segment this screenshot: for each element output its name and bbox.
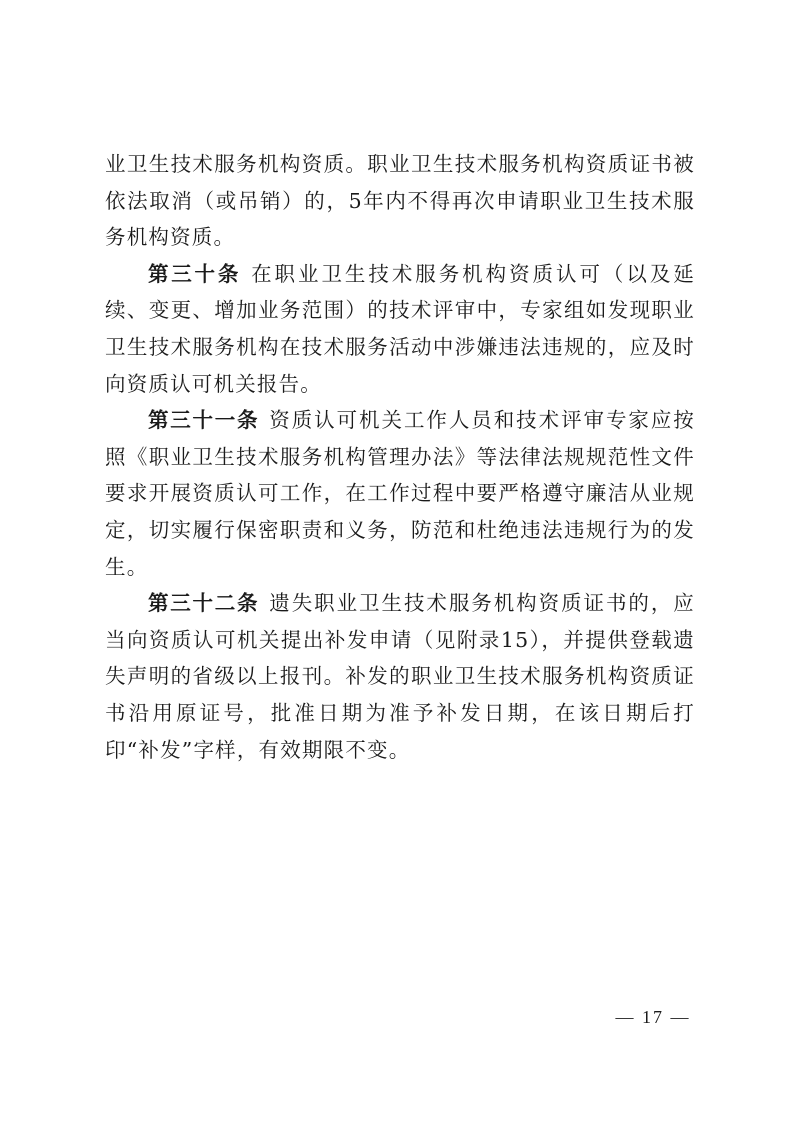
article-31 [105,402,695,585]
article-32-text: 遗失职业卫生技术服务机构资质证书的，应当向资质认可机关提出补发申请（见附录15），并提供登载遗失声明的省级以上报刊。补发的职业卫生技术服务机构资质证书沿用原证号，批准日期为准予补发日期，在该日期后打印“补发”字样，有效期限不变。 [105,591,695,762]
article-30-text: 在职业卫生技术服务机构资质认可（以及延续、变更、增加业务范围）的技术评审中，专家组如发现职业卫生技术服务机构在技术服务活动中涉嫌违法违规的，应及时向资质认可机关报告。 [105,261,695,396]
article-30 [105,256,695,402]
body-text [105,146,695,768]
continuation-paragraph [105,146,695,256]
article-32 [105,585,695,768]
page-number: — 17 — [615,1007,691,1027]
article-30-label: 第三十条 [148,261,242,286]
article-31-text: 资质认可机关工作人员和技术评审专家应按照《职业卫生技术服务机构管理办法》等法律法规规范性文件要求开展资质认可工作，在工作过程中要严格遵守廉洁从业规定，切实履行保密职责和义务，防范和杜绝违法违规行为的发生。 [105,408,695,579]
article-31-label: 第三十一条 [148,408,260,433]
continuation-text: 业卫生技术服务机构资质。职业卫生技术服务机构资质证书被依法取消（或吊销）的，5年内不得再次申请职业卫生技术服务机构资质。 [105,152,695,250]
article-32-label: 第三十二条 [148,591,260,616]
